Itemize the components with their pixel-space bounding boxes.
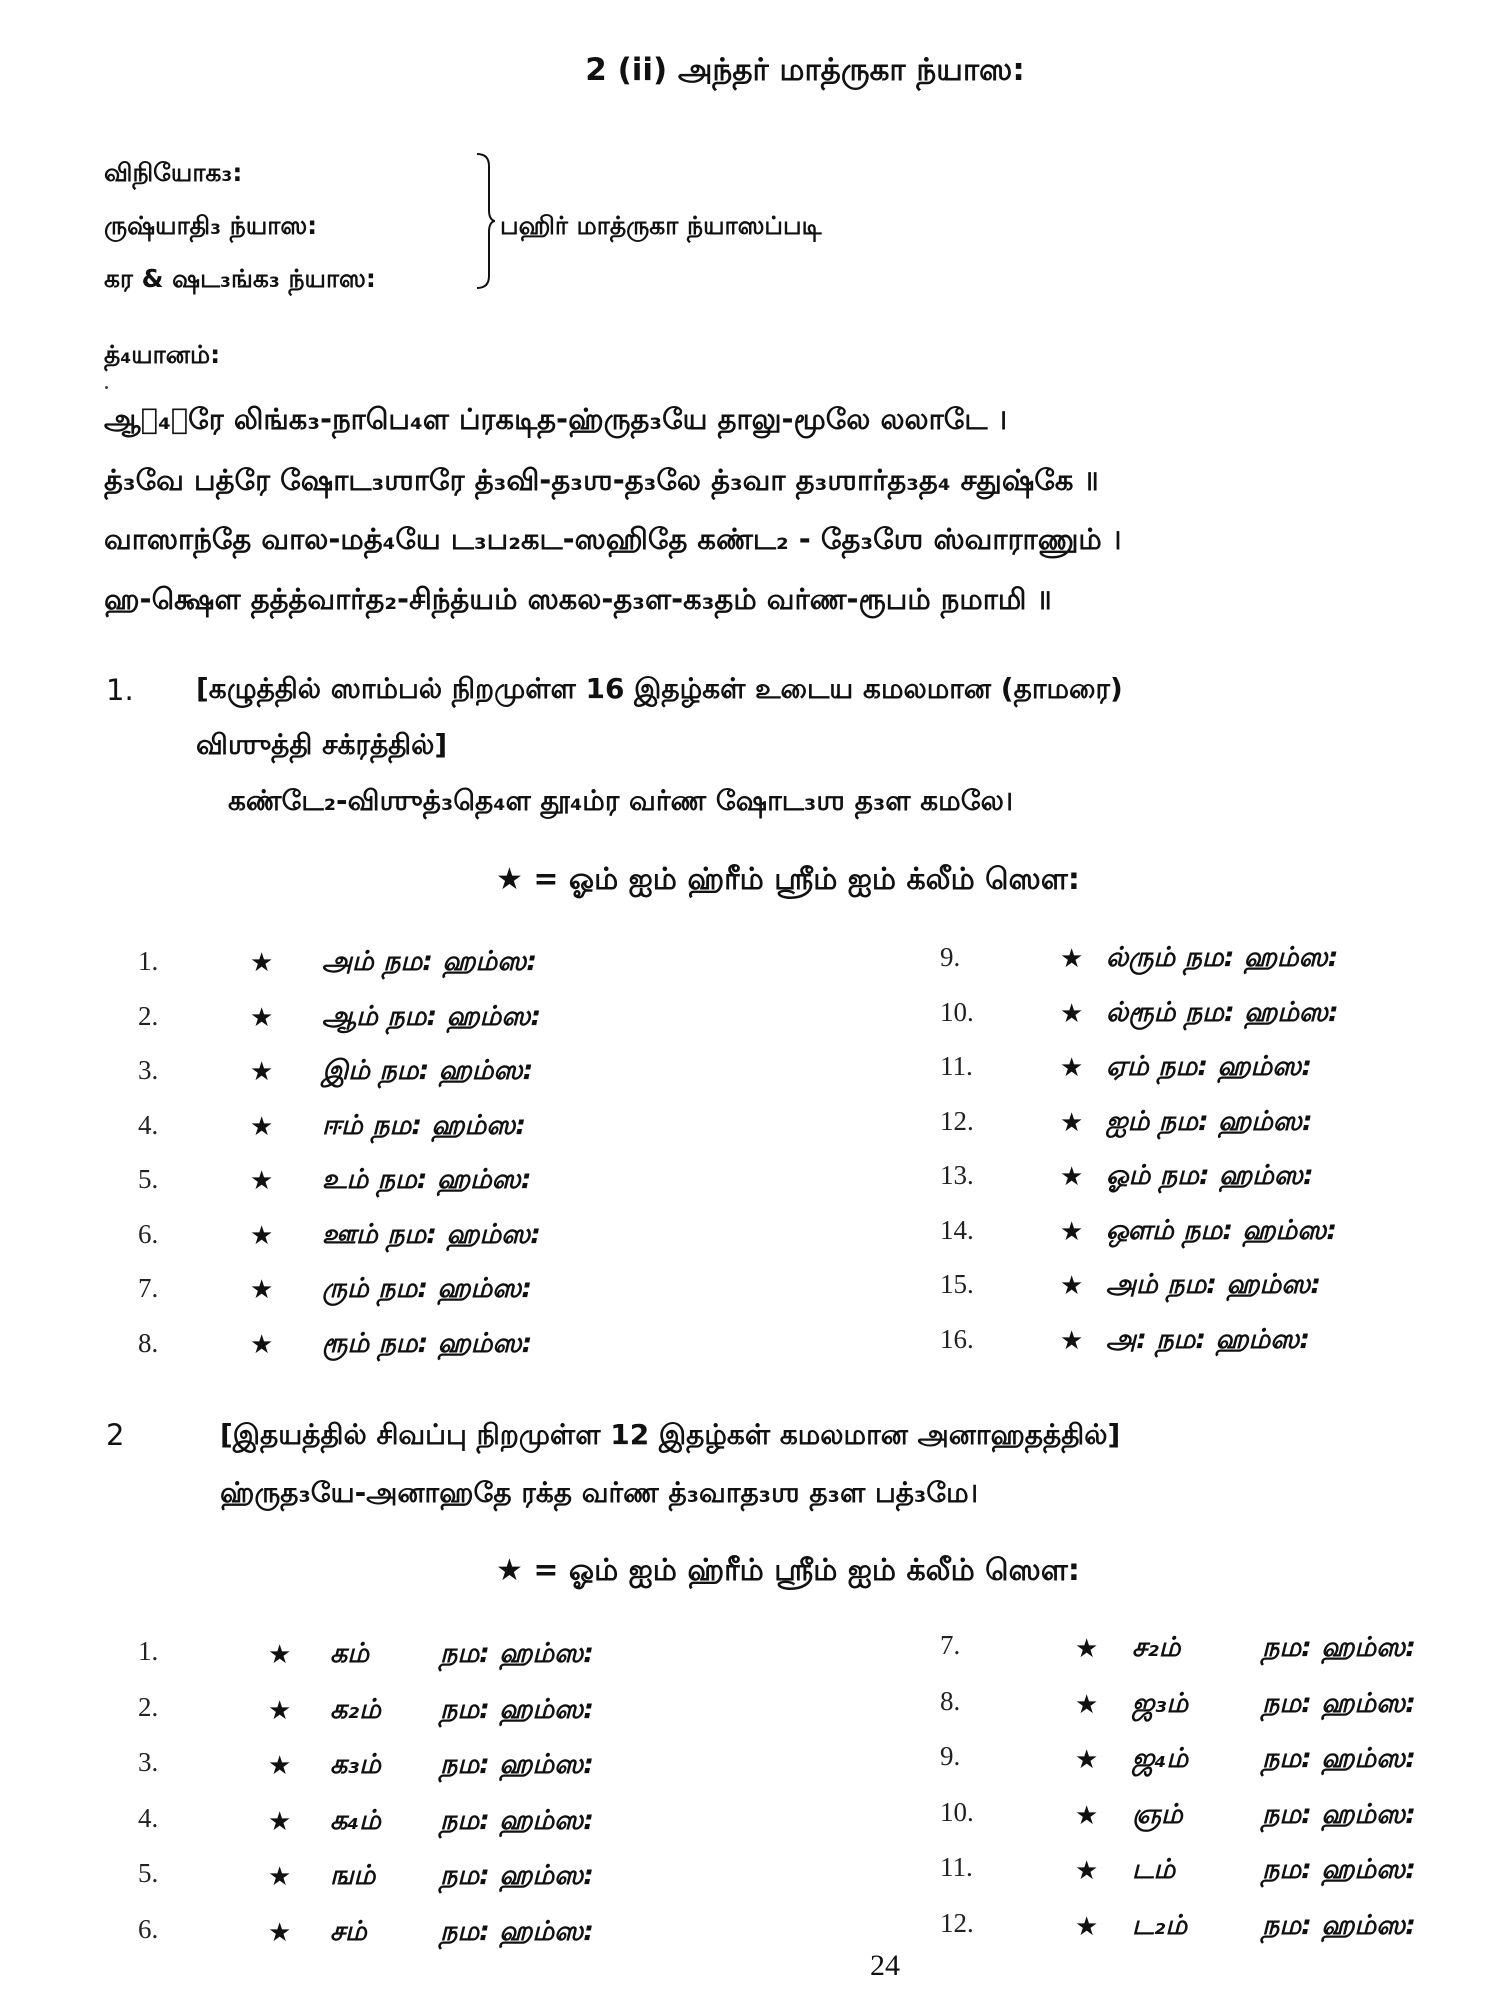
star-icon: ★ <box>1060 1271 1084 1301</box>
item-number: 11. <box>940 1852 973 1882</box>
item-number: 2. <box>138 1000 159 1031</box>
star-icon: ★ <box>1075 1745 1099 1775</box>
syllable-text: ச₂ம் <box>1132 1632 1181 1663</box>
mantra-text: ஊம் நம: ஹம்ஸ: <box>322 1218 541 1250</box>
mantra-text: அ: நம: ஹம்ஸ: <box>1106 1323 1311 1355</box>
star-icon: ★ <box>1060 1162 1084 1192</box>
mantra-text: இம் நம: ஹம்ஸ: <box>322 1055 534 1086</box>
mantra-text: நம: ஹம்ஸ: <box>1262 1743 1416 1774</box>
syllable-text: ஙம் <box>330 1860 376 1891</box>
item-number: 8. <box>138 1327 159 1358</box>
star-icon: ★ <box>268 1695 292 1726</box>
page-title: 2 (ii) அந்தர் மாத்ருகா ந்யாஸ: <box>585 52 1025 88</box>
item-number: 3. <box>138 1055 159 1085</box>
mantra-text: நம: ஹம்ஸ: <box>440 1804 594 1836</box>
section-note: [கழுத்தில் ஸாம்பல் நிறமுள்ள 16 இதழ்கள் உடைய கமலமான (தாமரை) <box>196 672 1123 705</box>
star-icon: ★ <box>250 1329 274 1360</box>
curly-brace-icon <box>475 152 495 290</box>
item-number: 4. <box>138 1802 159 1833</box>
star-icon: ★ <box>1075 1689 1099 1720</box>
star-icon: ★ <box>250 1002 274 1033</box>
section-number: 2 <box>106 1418 125 1452</box>
item-number: 10. <box>940 1796 974 1827</box>
mantra-text: ஐம் நம: ஹம்ஸ: <box>1106 1105 1313 1137</box>
mantra-text: நம: ஹம்ஸ: <box>440 1638 594 1669</box>
star-icon: ★ <box>1060 1216 1084 1247</box>
item-number: 16. <box>940 1323 974 1354</box>
mantra-text: ல்ரூம் நம: ஹம்ஸ: <box>1106 996 1339 1028</box>
section-note: விஶுத்தி சக்ரத்தில்] <box>196 728 448 761</box>
item-number: 3. <box>138 1747 159 1777</box>
mantra-text: அம் நம: ஹம்ஸ: <box>322 946 537 977</box>
syllable-text: க₂ம் <box>330 1693 381 1725</box>
syllable-text: ஞம் <box>1132 1798 1183 1830</box>
item-number: 6. <box>138 1913 159 1944</box>
mantra-text: நம: ஹம்ஸ: <box>1262 1854 1416 1885</box>
star-icon: ★ <box>250 1220 274 1251</box>
item-number: 15. <box>940 1269 974 1299</box>
star-icon: ★ <box>1060 944 1084 974</box>
star-icon: ★ <box>1075 1856 1099 1886</box>
section-note: [இதயத்தில் சிவப்பு நிறமுள்ள 12 இதழ்கள் கமலமான அனாஹதத்தில்] <box>220 1418 1121 1451</box>
item-number: 5. <box>138 1858 159 1888</box>
syllable-text: கம் <box>330 1638 369 1669</box>
mantra-text: நம: ஹம்ஸ: <box>1262 1909 1416 1941</box>
mantra-text: ஈம் நம: ஹம்ஸ: <box>322 1109 527 1141</box>
mantra-text: நம: ஹம்ஸ: <box>1262 1632 1416 1663</box>
item-number: 13. <box>940 1160 974 1190</box>
mantra-text: ரும் நம: ஹம்ஸ: <box>322 1273 533 1304</box>
item-number: 7. <box>138 1273 159 1303</box>
item-number: 2. <box>138 1691 159 1722</box>
star-icon: ★ <box>1060 998 1084 1029</box>
star-icon: ★ <box>250 1111 274 1142</box>
star-icon: ★ <box>268 1751 292 1781</box>
viniyoga-item: விநியோக₃: <box>104 158 243 187</box>
star-icon: ★ <box>268 1806 292 1837</box>
star-icon: ★ <box>1075 1800 1099 1831</box>
syllable-text: சம் <box>330 1915 367 1947</box>
section-sanskrit: கண்டே₂-விஶுத்₃தெ₄ள தூ₄ம்ர வர்ண ஷோட₃ஶ த₃ள கமலே। <box>228 784 1014 817</box>
star-icon: ★ <box>268 1862 292 1892</box>
section-sanskrit: ஹ்ருத₃யே-அனாஹதே ரக்த வர்ண த்₃வாத₃ஶ த₃ள பத்₃மே। <box>220 1476 978 1509</box>
star-icon: ★ <box>250 1275 274 1305</box>
item-number: 1. <box>138 946 159 976</box>
syllable-text: டம் <box>1132 1854 1176 1885</box>
star-icon: ★ <box>268 1917 292 1948</box>
item-number: 7. <box>940 1630 961 1660</box>
item-number: 4. <box>138 1109 159 1140</box>
item-number: 5. <box>138 1164 159 1194</box>
mantra-text: ஓம் நம: ஹம்ஸ: <box>1106 1160 1314 1191</box>
mantra-text: ஔம் நம: ஹம்ஸ: <box>1106 1214 1338 1246</box>
star-icon: ★ <box>1075 1634 1099 1664</box>
syllable-text: க₄ம் <box>330 1804 381 1836</box>
dhyanam-line: த்₃வே பத்ரே ஷோட₃ஶாரே த்₃வி-த₃ஶ-த₃லே த்₃வா த₃ஶார்த₃த₄ சதுஷ்கே ॥ <box>104 463 1099 497</box>
item-number: 9. <box>940 942 961 972</box>
star-icon: ★ <box>1060 1053 1084 1083</box>
item-number: 12. <box>940 1105 974 1136</box>
star-icon: ★ <box>250 1166 274 1196</box>
mantra-text: ஆம் நம: ஹம்ஸ: <box>322 1000 542 1032</box>
section-number: 1. <box>106 673 134 707</box>
dhyanam-line: வாஸாந்தே வால-மத்₄யே ட₃ப₂கட-ஸஹிதே கண்ட₂ - தே₃ஶே ஸ்வாராணும் । <box>104 522 1122 556</box>
item-number: 8. <box>940 1685 961 1716</box>
dhyanam-heading: த்₄யானம்: <box>104 340 221 369</box>
kara-shadanga-item: கர & ஷட₃ங்க₃ ந்யாஸ: <box>104 264 376 293</box>
bija-legend: ★ = ஓம் ஐம் ஹ்ரீம் ஸ்ரீம் ஐம் க்லீம் ஸெள: <box>496 862 1080 897</box>
rishyadi-item: ருஷ்யாதி₃ ந்யாஸ: <box>104 211 318 240</box>
syllable-text: க₃ம் <box>330 1749 381 1780</box>
star-icon: ★ <box>250 1057 274 1087</box>
item-number: 1. <box>138 1636 159 1666</box>
star-icon: ★ <box>1060 1107 1084 1138</box>
item-number: 11. <box>940 1051 973 1081</box>
mantra-text: நம: ஹம்ஸ: <box>440 1693 594 1725</box>
syllable-text: ஜ₄ம் <box>1132 1743 1189 1774</box>
item-number: 12. <box>940 1907 974 1938</box>
star-icon: ★ <box>1075 1911 1099 1942</box>
mantra-text: நம: ஹம்ஸ: <box>1262 1798 1416 1830</box>
item-number: 14. <box>940 1214 974 1245</box>
viniyoga-reference: பஹிர் மாத்ருகா ந்யாஸப்படி <box>500 211 822 240</box>
dhyanam-line: ஆத₄ாரே லிங்க₃-நாபெ₄ள ப்ரகடித-ஹ்ருத₃யே தாலு-மூலே லலாடே । <box>104 402 1008 436</box>
star-icon: ★ <box>250 948 274 978</box>
speck <box>105 386 108 389</box>
mantra-text: ஏம் நம: ஹம்ஸ: <box>1106 1051 1313 1082</box>
mantra-text: அம் நம: ஹம்ஸ: <box>1106 1269 1321 1300</box>
dhyanam-line: ஹ-க்ஷெள தத்த்வார்த₂-சிந்த்யம் ஸகல-த₃ள-க₃தம் வர்ண-ரூபம் நமாமி ॥ <box>104 582 1052 616</box>
mantra-text: ரூம் நம: ஹம்ஸ: <box>322 1327 533 1359</box>
mantra-text: உம் நம: ஹம்ஸ: <box>322 1164 532 1195</box>
star-icon: ★ <box>1060 1325 1084 1356</box>
item-number: 9. <box>940 1741 961 1771</box>
mantra-text: நம: ஹம்ஸ: <box>440 1860 594 1891</box>
mantra-text: நம: ஹம்ஸ: <box>440 1915 594 1947</box>
item-number: 10. <box>940 996 974 1027</box>
page-number: 24 <box>870 1949 900 1982</box>
star-icon: ★ <box>268 1640 292 1670</box>
mantra-text: நம: ஹம்ஸ: <box>1262 1687 1416 1719</box>
mantra-text: நம: ஹம்ஸ: <box>440 1749 594 1780</box>
syllable-text: ஜ₃ம் <box>1132 1687 1189 1719</box>
mantra-text: ல்ரும் நம: ஹம்ஸ: <box>1106 942 1339 973</box>
bija-legend: ★ = ஓம் ஐம் ஹ்ரீம் ஸ்ரீம் ஐம் க்லீம் ஸெள: <box>496 1553 1080 1588</box>
item-number: 6. <box>138 1218 159 1249</box>
syllable-text: ட₂ம் <box>1132 1909 1188 1941</box>
